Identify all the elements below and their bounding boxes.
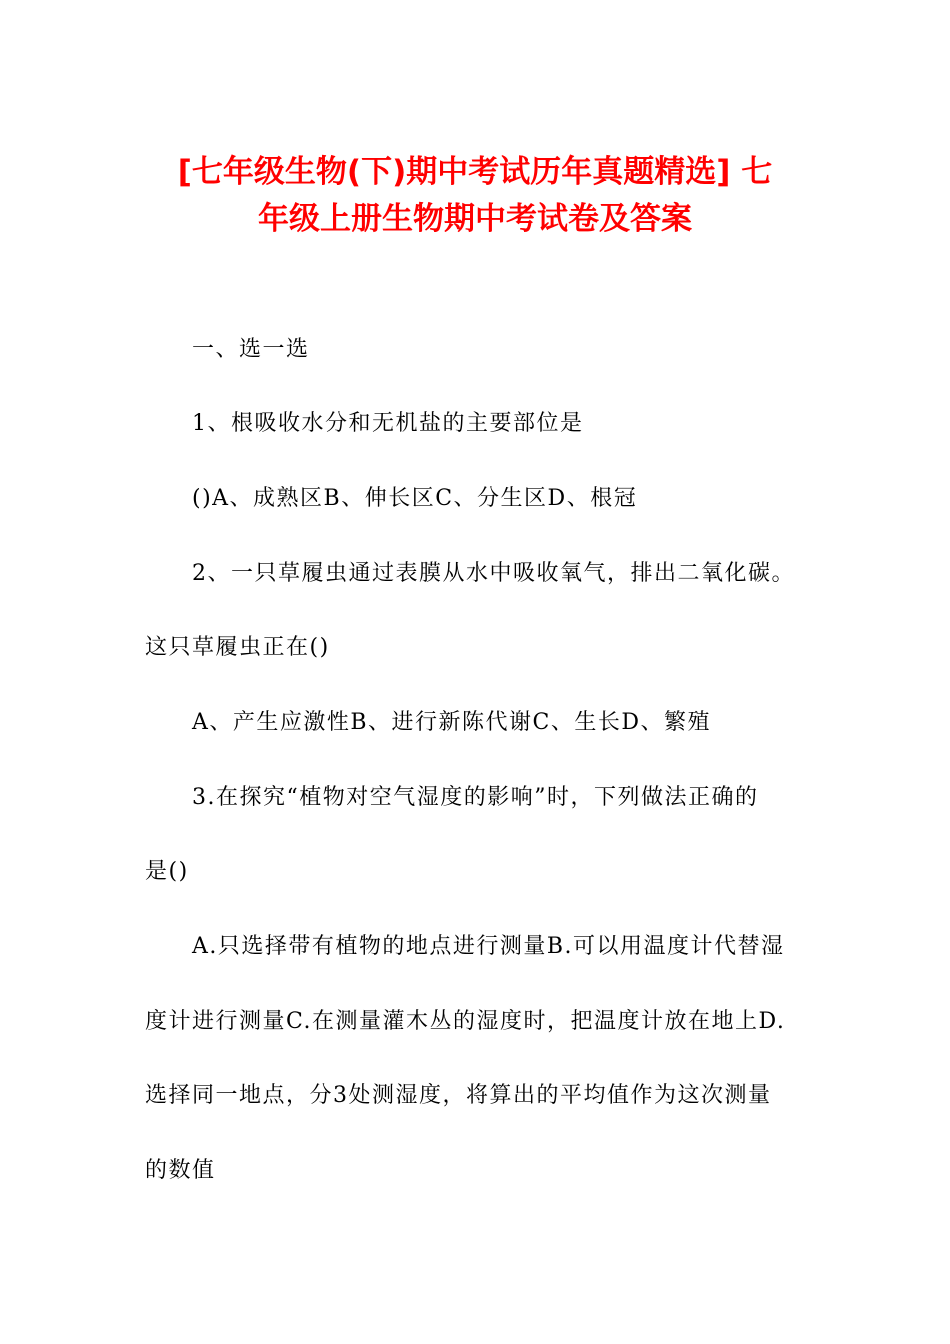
- question-3-continued: 是(): [145, 859, 189, 884]
- question-3: 3.在探究“植物对空气湿度的影响”时，下列做法正确的: [192, 785, 759, 810]
- question-3-options-continued: 选择同一地点，分3处测湿度，将算出的平均值作为这次测量: [145, 1083, 772, 1108]
- question-3-options-continued: 的数值: [145, 1158, 216, 1183]
- section-heading: 一、选一选: [192, 337, 310, 362]
- document-title: [100, 149, 850, 243]
- question-1-options: ()A、成熟区B、伸长区C、分生区D、根冠: [192, 486, 638, 511]
- question-2-continued: 这只草履虫正在(): [145, 635, 330, 660]
- title-line-2: 年级上册生物期中考试卷及答案: [258, 201, 692, 237]
- question-3-options: A.只选择带有植物的地点进行测量B.可以用温度计代替湿: [192, 934, 785, 959]
- question-1: 1、根吸收水分和无机盐的主要部位是: [192, 411, 584, 436]
- title-line-1: [七年级生物(下)期中考试历年真题精选] 七: [177, 154, 773, 190]
- question-2: 2、一只草履虫通过表膜从水中吸收氧气，排出二氧化碳。: [192, 561, 795, 586]
- question-2-options: A、产生应激性B、进行新陈代谢C、生长D、繁殖: [192, 710, 712, 735]
- question-3-options-continued: 度计进行测量C.在测量灌木丛的湿度时，把温度计放在地上D.: [145, 1009, 786, 1034]
